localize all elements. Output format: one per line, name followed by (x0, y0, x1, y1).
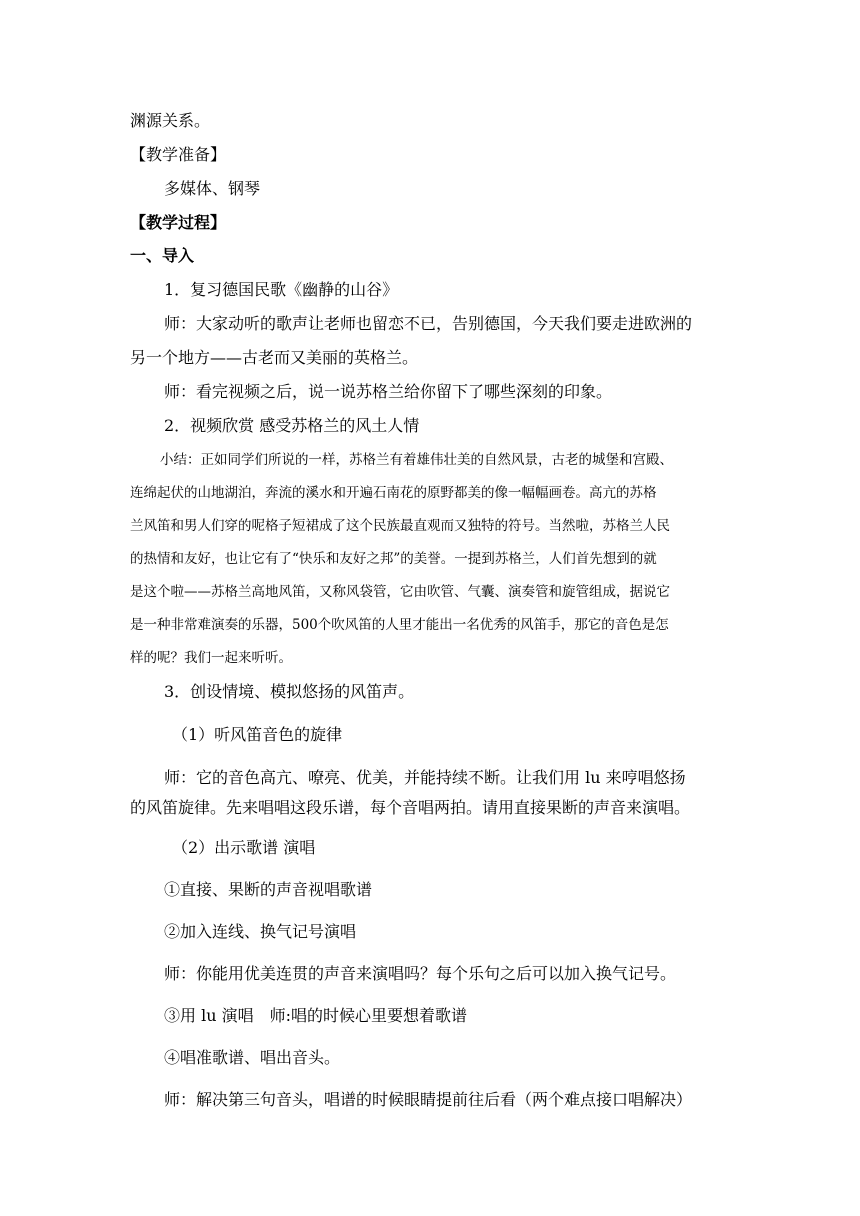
paragraph-line: 多媒体、钢琴 (164, 179, 261, 198)
list-item: 1．复习德国民歌《幽静的山谷》 (164, 280, 399, 299)
paragraph-line: 师：解决第三句音头，唱谱的时候眼睛提前往后看（两个难点接口唱解决） (164, 1090, 693, 1109)
paragraph-line: 渊源关系。 (130, 111, 211, 130)
list-item: ④唱准歌谱、唱出音头。 (164, 1048, 341, 1067)
paragraph-line: 师：看完视频之后，说一说苏格兰给你留下了哪些深刻的印象。 (164, 382, 613, 401)
paragraph-line: 兰风笛和男人们穿的呢格子短裙成了这个民族最直观而又独特的符号。当然啦，苏格兰人民 (130, 518, 670, 534)
paragraph-line: 师：你能用优美连贯的声音来演唱吗？每个乐句之后可以加入换气记号。 (164, 964, 677, 983)
section-heading-intro: 一、导入 (130, 246, 195, 265)
section-heading-preparation: 【教学准备】 (130, 145, 227, 164)
list-item: ①直接、果断的声音视唱歌谱 (164, 880, 373, 899)
paragraph-line: 另一个地方——古老而又美丽的英格兰。 (130, 348, 419, 367)
paragraph-line: 师：大家动听的歌声让老师也留恋不已，告别德国，今天我们要走进欧洲的 (164, 314, 693, 333)
list-item: （2）出示歌谱 演唱 (172, 838, 316, 857)
paragraph-line: 小结：正如同学们所说的一样，苏格兰有着雄伟壮美的自然风景，古老的城堡和宫殿、 (160, 452, 673, 468)
paragraph-line: 师：它的音色高亢、嘹亮、优美，并能持续不断。让我们用 lu 来哼唱悠扬 (164, 768, 686, 787)
section-heading-process: 【教学过程】 (130, 213, 227, 232)
list-item: ③用 lu 演唱 师:唱的时候心里要想着歌谱 (164, 1006, 467, 1025)
list-item: 3．创设情境、模拟悠扬的风笛声。 (164, 682, 415, 701)
paragraph-line: 样的呢？我们一起来听听。 (130, 650, 292, 666)
paragraph-line: 的风笛旋律。先来唱唱这段乐谱，每个音唱两拍。请用直接果断的声音来演唱。 (130, 798, 691, 817)
paragraph-line: 是这个啦——苏格兰高地风笛，又称风袋管，它由吹管、气囊、演奏管和旋管组成，据说它 (130, 584, 670, 600)
paragraph-line: 是一种非常难演奏的乐器，500个吹风笛的人里才能出一名优秀的风笛手，那它的音色是怎 (130, 617, 669, 633)
paragraph-line: 连绵起伏的山地湖泊，奔流的溪水和开遍石南花的原野都美的像一幅幅画卷。高亢的苏格 (130, 485, 657, 501)
list-item: ②加入连线、换气记号演唱 (164, 922, 357, 941)
list-item: （1）听风笛音色的旋律 (172, 725, 343, 744)
paragraph-line: 的热情和友好，也让它有了“快乐和友好之邦”的美誉。一提到苏格兰，人们首先想到的就 (130, 551, 657, 567)
list-item: 2．视频欣赏 感受苏格兰的风土人情 (164, 416, 420, 435)
